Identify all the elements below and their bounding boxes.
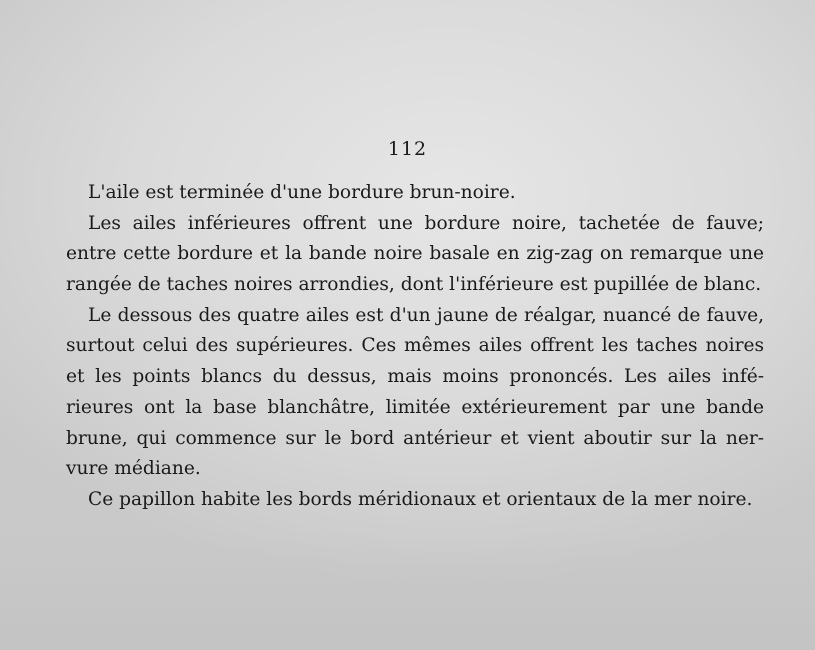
text-line: rieures ont la base blanchâtre, limitée extérieurement par une bande [66,396,764,418]
text-line: L'aile est terminée d'une bordure brun-noire. [88,182,516,203]
text-line: rangée de taches noires arrondies, dont l'inférieure est pupillée de blanc. [66,274,762,296]
body-text [66,178,764,516]
text-line: Les ailes inférieures offrent une bordure noire, tachetée de fauve; [88,212,764,234]
page-number: 112 [387,138,428,160]
text-line: et les points blancs du dessus, mais moins prononcés. Les ailes infé- [66,366,764,388]
text-line: surtout celui des supérieures. Ces mêmes ailes offrent les taches noires [66,335,764,357]
show-through-shading [0,530,815,650]
text-line: brune, qui commence sur le bord antérieur et vient aboutir sur la ner- [66,427,764,449]
text-line: vure médiane. [66,458,201,480]
text-line: Ce papillon habite les bords méridionaux et orientaux de la mer noire. [88,488,753,510]
text-line: Le dessous des quatre ailes est d'un jaune de réalgar, nuancé de fauve, [88,304,764,326]
text-line: entre cette bordure et la bande noire basale en zig-zag on remarque une [66,243,764,265]
